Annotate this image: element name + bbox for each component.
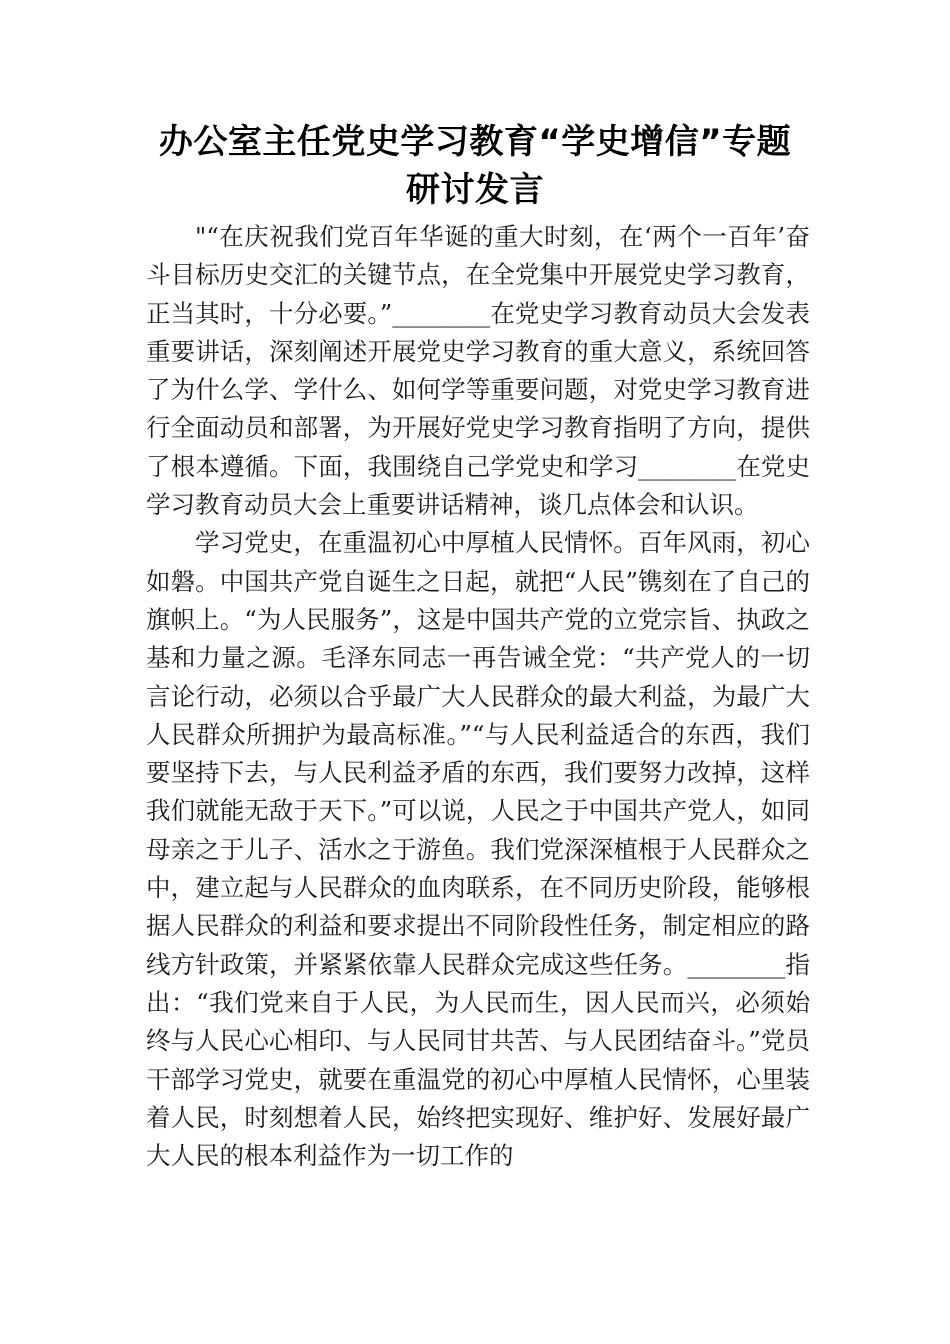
document-body bbox=[146, 218, 810, 1175]
paragraph-1: "“在庆祝我们党百年华诞的重大时刻，在‘两个一百年’奋斗目标历史交汇的关键节点，在全党集中开展党史学习教育，正当其时，十分必要。”________在党史学习教育动员大会发表重要讲话，深刻阐述开展党史学习教育的重大意义，系统回答了为什么学、学什么、如何学等重要问题，对党史学习教育进行全面动员和部署，为开展好党史学习教育指明了方向，提供了根本遵循。下面，我围绕自己学党史和学习________在党史学习教育动员大会上重要讲话精神，谈几点体会和认识。 bbox=[146, 222, 810, 520]
document-title-line-1: 办公室主任党史学习教育“学史增信”专题 bbox=[158, 122, 792, 162]
document-title-line-2: 研讨发言 bbox=[406, 170, 544, 210]
paragraph-2: 学习党史，在重温初心中厚植人民情怀。百年风雨，初心如磐。中国共产党自诞生之日起，就把“人民”镌刻在了自己的旗帜上。“为人民服务”，这是中国共产党的立党宗旨、执政之基和力量之源。毛泽东同志一再告诫全党：“共产党人的一切言论行动，必须以合乎最广大人民群众的最大利益，为最广大人民群众所拥护为最高标准。”“与人民利益适合的东西，我们要坚持下去，与人民利益矛盾的东西，我们要努力改掉，这样我们就能无敌于天下。”可以说，人民之于中国共产党人，如同母亲之于儿子、活水之于游鱼。我们党深深植根于人民群众之中，建立起与人民群众的血肉联系，在不同历史阶段，能够根据人民群众的利益和要求提出不同阶段性任务，制定相应的路线方针政策，并紧紧依靠人民群众完成这些任务。________指出：“我们党来自于人民，为人民而生，因人民而兴，必须始终与人民心心相印、与人民同甘共苦、与人民团结奋斗。”党员干部学习党史，就要在重温党的初心中厚植人民情怀，心里装着人民，时刻想着人民，始终把实现好、维护好、发展好最广大人民的根本利益作为一切工作的 bbox=[146, 528, 810, 1171]
